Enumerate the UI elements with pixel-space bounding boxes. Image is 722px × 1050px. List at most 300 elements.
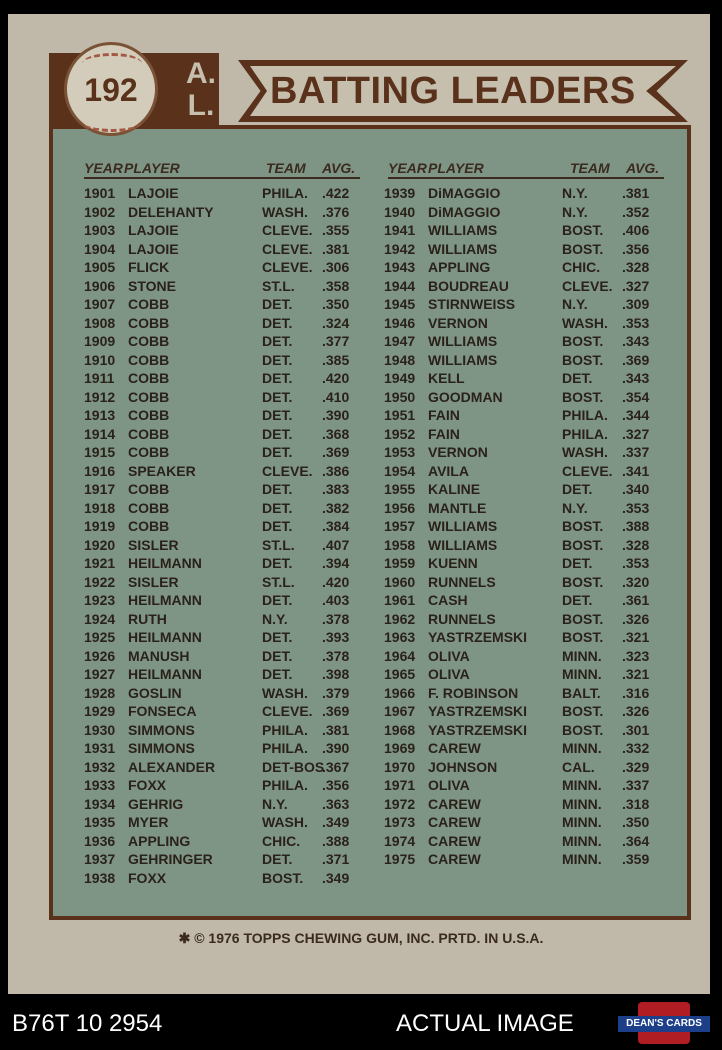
avg-cell: .353 xyxy=(622,499,650,516)
player-cell: COBB xyxy=(128,388,170,405)
year-cell: 1964 xyxy=(384,647,416,664)
avg-cell: .394 xyxy=(322,555,350,571)
avg-cell: .420 xyxy=(322,573,350,590)
year-cell: 1913 xyxy=(84,407,116,423)
avg-cell: .369 xyxy=(322,444,350,460)
year-cell: 1920 xyxy=(84,536,116,553)
leader-row xyxy=(384,740,674,759)
card-title: BATTING LEADERS xyxy=(270,70,636,112)
player-cell: LAJOIE xyxy=(128,185,179,201)
player-cell: COBB xyxy=(128,296,170,312)
player-cell: KELL xyxy=(428,370,465,386)
player-cell: APPLING xyxy=(128,832,191,849)
team-cell: MINN. xyxy=(562,832,602,849)
avg-cell: .422 xyxy=(322,185,350,201)
team-cell: CHIC. xyxy=(262,832,301,849)
player-cell: SISLER xyxy=(128,536,179,553)
avg-cell: .327 xyxy=(622,425,650,442)
year-cell: 1917 xyxy=(84,481,116,497)
avg-cell: .381 xyxy=(322,721,350,738)
team-cell: N.Y. xyxy=(262,795,288,812)
player-cell: COBB xyxy=(128,370,170,386)
leader-row xyxy=(384,426,674,445)
avg-cell: .410 xyxy=(322,388,350,405)
avg-cell: .353 xyxy=(622,555,650,571)
player-cell: MYER xyxy=(128,814,169,830)
player-cell: YASTRZEMSKI xyxy=(428,629,528,645)
year-cell: 1902 xyxy=(84,203,116,220)
leader-row xyxy=(384,814,674,833)
leader-row xyxy=(384,481,674,500)
avg-cell: .318 xyxy=(622,795,650,812)
avg-cell: .398 xyxy=(322,666,350,682)
year-cell: 1970 xyxy=(384,758,416,775)
year-cell: 1949 xyxy=(384,370,416,386)
team-cell: WASH. xyxy=(262,814,308,830)
player-cell: GEHRINGER xyxy=(128,851,213,867)
player-cell: LAJOIE xyxy=(128,240,179,257)
card-number: 192 xyxy=(84,72,138,108)
leader-row xyxy=(84,518,374,537)
team-cell: PHILA. xyxy=(262,721,308,738)
team-cell: CLEVE. xyxy=(562,277,613,294)
year-cell: 1912 xyxy=(84,388,116,405)
team-cell: DET. xyxy=(262,499,293,516)
avg-cell: .350 xyxy=(622,814,650,830)
leader-row xyxy=(384,537,674,556)
year-cell: 1909 xyxy=(84,333,116,349)
leader-row xyxy=(84,222,374,241)
header-avg-right: AVG. xyxy=(626,160,660,176)
leader-row xyxy=(384,666,674,685)
avg-cell: .359 xyxy=(622,851,650,867)
header-team-right: TEAM xyxy=(570,160,610,176)
avg-cell: .385 xyxy=(322,351,350,368)
leader-row xyxy=(84,574,374,593)
year-cell: 1946 xyxy=(384,314,416,331)
year-cell: 1938 xyxy=(84,869,116,886)
team-cell: BOST. xyxy=(562,721,604,738)
team-cell: CLEVE. xyxy=(262,240,313,257)
team-cell: ST.L. xyxy=(262,277,295,294)
team-cell: DET. xyxy=(262,388,293,405)
leader-row xyxy=(84,611,374,630)
player-cell: CAREW xyxy=(428,832,481,849)
header-team-left: TEAM xyxy=(266,160,306,176)
year-cell: 1954 xyxy=(384,462,416,479)
player-cell: ALEXANDER xyxy=(128,758,216,775)
leader-row xyxy=(84,759,374,778)
leader-row xyxy=(384,574,674,593)
year-cell: 1957 xyxy=(384,518,416,534)
year-cell: 1910 xyxy=(84,351,116,368)
player-cell: COBB xyxy=(128,314,170,331)
year-cell: 1914 xyxy=(84,425,116,442)
team-cell: CLEVE. xyxy=(262,703,313,719)
year-cell: 1908 xyxy=(84,314,116,331)
player-cell: SIMMONS xyxy=(128,721,195,738)
player-cell: CAREW xyxy=(428,740,481,756)
team-cell: MINN. xyxy=(562,851,602,867)
avg-cell: .327 xyxy=(622,277,650,294)
baseball-icon xyxy=(64,42,158,136)
year-cell: 1967 xyxy=(384,703,416,719)
player-cell: YASTRZEMSKI xyxy=(428,721,528,738)
year-cell: 1945 xyxy=(384,296,416,312)
player-cell: COBB xyxy=(128,351,170,368)
player-cell: FAIN xyxy=(428,407,460,423)
team-cell: DET. xyxy=(262,851,293,867)
avg-cell: .349 xyxy=(322,869,350,886)
team-cell: DET. xyxy=(562,592,593,608)
leader-row xyxy=(384,185,674,204)
player-cell: VERNON xyxy=(428,314,488,331)
team-cell: BOST. xyxy=(562,703,604,719)
year-cell: 1971 xyxy=(384,777,416,793)
leader-row xyxy=(384,315,674,334)
leader-row xyxy=(84,851,374,870)
team-cell: DET. xyxy=(262,370,293,386)
avg-cell: .355 xyxy=(322,222,350,238)
player-cell: RUTH xyxy=(128,610,167,627)
header-avg-left: AVG. xyxy=(322,160,356,176)
year-cell: 1921 xyxy=(84,555,116,571)
year-cell: 1958 xyxy=(384,536,416,553)
team-cell: DET. xyxy=(262,351,293,368)
avg-cell: .343 xyxy=(622,333,650,349)
leader-row xyxy=(84,777,374,796)
team-cell: MINN. xyxy=(562,777,602,793)
year-cell: 1911 xyxy=(84,370,115,386)
team-cell: BALT. xyxy=(562,684,601,701)
year-cell: 1930 xyxy=(84,721,116,738)
leader-row xyxy=(84,315,374,334)
player-cell: SIMMONS xyxy=(128,740,195,756)
year-cell: 1962 xyxy=(384,610,416,627)
year-cell: 1963 xyxy=(384,629,416,645)
avg-cell: .390 xyxy=(322,407,350,423)
leader-row xyxy=(384,259,674,278)
year-cell: 1905 xyxy=(84,259,116,275)
leader-row xyxy=(384,592,674,611)
leader-row xyxy=(384,518,674,537)
player-cell: KALINE xyxy=(428,481,481,497)
team-cell: DET. xyxy=(262,296,293,312)
year-cell: 1926 xyxy=(84,647,116,664)
avg-cell: .382 xyxy=(322,499,350,516)
avg-cell: .369 xyxy=(622,351,650,368)
team-cell: N.Y. xyxy=(562,185,588,201)
year-cell: 1944 xyxy=(384,277,416,294)
team-cell: BOST. xyxy=(562,351,604,368)
team-cell: DET. xyxy=(262,647,293,664)
year-cell: 1927 xyxy=(84,666,116,682)
leader-row xyxy=(384,685,674,704)
team-cell: BOST. xyxy=(562,629,604,645)
leader-row xyxy=(84,500,374,519)
year-cell: 1924 xyxy=(84,610,116,627)
avg-cell: .388 xyxy=(322,832,350,849)
player-cell: VERNON xyxy=(428,444,488,460)
player-cell: CAREW xyxy=(428,795,481,812)
year-cell: 1972 xyxy=(384,795,416,812)
player-cell: RUNNELS xyxy=(428,610,496,627)
leader-row xyxy=(384,222,674,241)
team-cell: CLEVE. xyxy=(262,259,313,275)
avg-cell: .378 xyxy=(322,610,350,627)
player-cell: KUENN xyxy=(428,555,478,571)
leaders-list-left xyxy=(84,185,374,888)
header-year-left: YEAR xyxy=(84,160,123,176)
leader-row xyxy=(384,759,674,778)
header-underline-right xyxy=(388,177,664,179)
avg-cell: .356 xyxy=(622,240,650,257)
team-cell: DET. xyxy=(262,425,293,442)
leader-row xyxy=(384,851,674,870)
player-cell: WILLIAMS xyxy=(428,222,498,238)
leader-row xyxy=(384,777,674,796)
player-cell: JOHNSON xyxy=(428,758,498,775)
team-cell: DET. xyxy=(562,555,593,571)
leader-row xyxy=(84,814,374,833)
leader-row xyxy=(84,592,374,611)
year-cell: 1932 xyxy=(84,758,116,775)
leader-row xyxy=(84,481,374,500)
team-cell: N.Y. xyxy=(262,610,288,627)
leader-row xyxy=(84,204,374,223)
player-cell: GEHRIG xyxy=(128,795,184,812)
avg-cell: .321 xyxy=(622,666,650,682)
player-cell: HEILMANN xyxy=(128,629,202,645)
player-cell: MANTLE xyxy=(428,499,487,516)
player-cell: STONE xyxy=(128,277,176,294)
player-cell: GOSLIN xyxy=(128,684,182,701)
team-cell: MINN. xyxy=(562,795,602,812)
avg-cell: .326 xyxy=(622,703,650,719)
team-cell: DET. xyxy=(262,444,293,460)
team-cell: CAL. xyxy=(562,758,595,775)
player-cell: WILLIAMS xyxy=(428,351,498,368)
leader-row xyxy=(384,722,674,741)
player-cell: OLIVA xyxy=(428,647,470,664)
leader-row xyxy=(84,185,374,204)
leader-row xyxy=(84,666,374,685)
avg-cell: .368 xyxy=(322,425,350,442)
team-cell: BOST. xyxy=(562,610,604,627)
team-cell: PHILA. xyxy=(562,407,608,423)
player-cell: HEILMANN xyxy=(128,666,202,682)
leader-row xyxy=(384,333,674,352)
leader-row xyxy=(84,463,374,482)
leader-row xyxy=(384,463,674,482)
avg-cell: .320 xyxy=(622,573,650,590)
year-cell: 1975 xyxy=(384,851,416,867)
team-cell: DET. xyxy=(562,481,593,497)
player-cell: COBB xyxy=(128,444,170,460)
player-cell: FOXX xyxy=(128,777,167,793)
year-cell: 1931 xyxy=(84,740,116,756)
year-cell: 1951 xyxy=(384,407,416,423)
player-cell: HEILMANN xyxy=(128,592,202,608)
team-cell: DET. xyxy=(262,518,293,534)
team-cell: PHILA. xyxy=(562,425,608,442)
avg-cell: .301 xyxy=(622,721,650,738)
year-cell: 1919 xyxy=(84,518,116,534)
avg-cell: .363 xyxy=(322,795,350,812)
leader-row xyxy=(384,611,674,630)
year-cell: 1960 xyxy=(384,573,416,590)
leader-row xyxy=(84,537,374,556)
team-cell: N.Y. xyxy=(562,203,588,220)
player-cell: WILLIAMS xyxy=(428,240,498,257)
team-cell: BOST. xyxy=(562,222,604,238)
year-cell: 1973 xyxy=(384,814,416,830)
player-cell: LAJOIE xyxy=(128,222,179,238)
player-cell: FONSECA xyxy=(128,703,197,719)
avg-cell: .378 xyxy=(322,647,350,664)
team-cell: CHIC. xyxy=(562,259,601,275)
year-cell: 1915 xyxy=(84,444,116,460)
year-cell: 1907 xyxy=(84,296,116,312)
year-cell: 1968 xyxy=(384,721,416,738)
avg-cell: .323 xyxy=(622,647,650,664)
player-cell: COBB xyxy=(128,333,170,349)
team-cell: DET. xyxy=(262,314,293,331)
year-cell: 1947 xyxy=(384,333,416,349)
avg-cell: .388 xyxy=(622,518,650,534)
league-label xyxy=(170,58,232,122)
leader-row xyxy=(84,407,374,426)
avg-cell: .326 xyxy=(622,610,650,627)
player-cell: AVILA xyxy=(428,462,469,479)
leader-row xyxy=(84,352,374,371)
year-cell: 1940 xyxy=(384,203,416,220)
player-cell: APPLING xyxy=(428,259,491,275)
year-cell: 1925 xyxy=(84,629,116,645)
avg-cell: .381 xyxy=(622,185,650,201)
year-cell: 1916 xyxy=(84,462,116,479)
team-cell: DET. xyxy=(262,629,293,645)
leader-row xyxy=(384,703,674,722)
player-cell: FAIN xyxy=(428,425,460,442)
player-cell: MANUSH xyxy=(128,647,190,664)
leader-row xyxy=(384,296,674,315)
leader-row xyxy=(84,333,374,352)
leader-row xyxy=(384,648,674,667)
year-cell: 1974 xyxy=(384,832,416,849)
player-cell: FLICK xyxy=(128,259,170,275)
year-cell: 1948 xyxy=(384,351,416,368)
year-cell: 1903 xyxy=(84,222,116,238)
leader-row xyxy=(84,703,374,722)
leader-row xyxy=(384,555,674,574)
player-cell: COBB xyxy=(128,481,170,497)
avg-cell: .356 xyxy=(322,777,350,793)
year-cell: 1929 xyxy=(84,703,116,719)
header-underline-left xyxy=(84,177,360,179)
avg-cell: .328 xyxy=(622,536,650,553)
leader-row xyxy=(384,278,674,297)
avg-cell: .369 xyxy=(322,703,350,719)
team-cell: N.Y. xyxy=(562,296,588,312)
player-cell: YASTRZEMSKI xyxy=(428,703,528,719)
avg-cell: .379 xyxy=(322,684,350,701)
leader-row xyxy=(84,796,374,815)
header-player-left: PLAYER xyxy=(124,160,180,176)
avg-cell: .316 xyxy=(622,684,650,701)
player-cell: HEILMANN xyxy=(128,555,202,571)
team-cell: ST.L. xyxy=(262,536,295,553)
avg-cell: .383 xyxy=(322,481,350,497)
avg-cell: .309 xyxy=(622,296,650,312)
player-cell: WILLIAMS xyxy=(428,518,498,534)
year-cell: 1961 xyxy=(384,592,416,608)
leader-row xyxy=(384,241,674,260)
team-cell: DET. xyxy=(262,333,293,349)
leader-row xyxy=(384,629,674,648)
player-cell: COBB xyxy=(128,518,170,534)
avg-cell: .352 xyxy=(622,203,650,220)
avg-cell: .406 xyxy=(622,222,650,238)
leader-row xyxy=(384,444,674,463)
header-year-right: YEAR xyxy=(388,160,427,176)
team-cell: WASH. xyxy=(562,444,608,460)
league-line-2: L. xyxy=(187,89,215,122)
player-cell: CAREW xyxy=(428,851,481,867)
team-cell: PHILA. xyxy=(262,777,308,793)
leader-row xyxy=(84,555,374,574)
leader-row xyxy=(84,685,374,704)
avg-cell: .407 xyxy=(322,536,350,553)
avg-cell: .321 xyxy=(622,629,650,645)
year-cell: 1969 xyxy=(384,740,416,756)
leader-row xyxy=(84,241,374,260)
team-cell: BOST. xyxy=(562,536,604,553)
avg-cell: .361 xyxy=(622,592,650,608)
player-cell: RUNNELS xyxy=(428,573,496,590)
year-cell: 1952 xyxy=(384,425,416,442)
leaders-list-right xyxy=(384,185,674,870)
avg-cell: .354 xyxy=(622,388,650,405)
player-cell: BOUDREAU xyxy=(428,277,509,294)
year-cell: 1956 xyxy=(384,499,416,516)
year-cell: 1937 xyxy=(84,851,116,867)
player-cell: OLIVA xyxy=(428,666,470,682)
avg-cell: .350 xyxy=(322,296,350,312)
avg-cell: .337 xyxy=(622,444,650,460)
leader-row xyxy=(84,389,374,408)
player-cell: COBB xyxy=(128,407,170,423)
avg-cell: .328 xyxy=(622,259,650,275)
leader-row xyxy=(384,407,674,426)
team-cell: WASH. xyxy=(562,314,608,331)
player-cell: GOODMAN xyxy=(428,388,503,405)
leader-row xyxy=(84,722,374,741)
leader-row xyxy=(384,833,674,852)
team-cell: WASH. xyxy=(262,684,308,701)
leader-row xyxy=(84,296,374,315)
avg-cell: .390 xyxy=(322,740,350,756)
team-cell: CLEVE. xyxy=(262,222,313,238)
year-cell: 1923 xyxy=(84,592,116,608)
avg-cell: .324 xyxy=(322,314,350,331)
player-cell: DELEHANTY xyxy=(128,203,214,220)
player-cell: COBB xyxy=(128,499,170,516)
player-cell: DiMAGGIO xyxy=(428,185,501,201)
avg-cell: .329 xyxy=(622,758,650,775)
player-cell: WILLIAMS xyxy=(428,333,498,349)
copyright-footer: ✱ © 1976 TOPPS CHEWING GUM, INC. PRTD. IN U.S.A. xyxy=(178,930,544,946)
